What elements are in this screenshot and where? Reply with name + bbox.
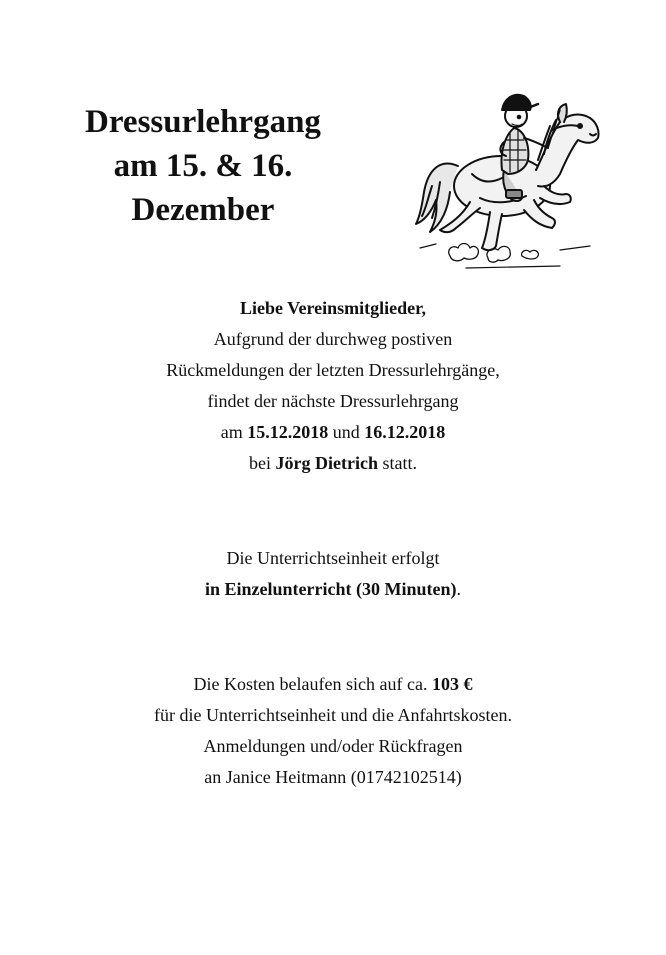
title-line-2: am 15. & 16. bbox=[113, 148, 293, 184]
title-line-3: Dezember bbox=[131, 192, 275, 228]
lesson-format-suffix: . bbox=[456, 579, 461, 599]
intro-section bbox=[0, 293, 666, 479]
costs-prefix: Die Kosten belaufen sich auf ca. bbox=[193, 674, 432, 694]
trainer-name: Jörg Dietrich bbox=[275, 453, 378, 473]
costs-line-1 bbox=[0, 669, 666, 700]
trainer-suffix: statt. bbox=[377, 453, 417, 473]
lesson-format: in Einzelunterricht (30 Minuten) bbox=[205, 579, 457, 599]
contact-line: an Janice Heitmann (01742102514) bbox=[204, 767, 462, 787]
greeting: Liebe Vereinsmitglieder, bbox=[240, 298, 426, 318]
date-2: 16.12.2018 bbox=[364, 422, 446, 442]
trainer-prefix: bei bbox=[249, 453, 276, 473]
lesson-line-1: Die Unterrichtseinheit erfolgt bbox=[226, 548, 440, 568]
title-line-1: Dressurlehrgang bbox=[85, 104, 321, 140]
intro-line-1: Aufgrund der durchweg postiven bbox=[213, 329, 453, 349]
date-1: 15.12.2018 bbox=[247, 422, 329, 442]
date-prefix: am bbox=[220, 422, 248, 442]
date-line bbox=[0, 417, 666, 448]
trainer-line bbox=[0, 448, 666, 479]
intro-line-2: Rückmeldungen der letzten Dressurlehrgänge, bbox=[166, 360, 500, 380]
page-title bbox=[40, 100, 366, 232]
lesson-section bbox=[0, 543, 666, 605]
costs-line-2: für die Unterrichtseinheit und die Anfahrtskosten. bbox=[154, 705, 512, 725]
costs-line-3: Anmeldungen und/oder Rückfragen bbox=[203, 736, 463, 756]
costs-amount: 103 € bbox=[431, 674, 473, 694]
costs-section bbox=[0, 669, 666, 793]
intro-line-3: findet der nächste Dressurlehrgang bbox=[207, 391, 459, 411]
pony-rider-illustration bbox=[410, 74, 610, 274]
date-join: und bbox=[328, 422, 365, 442]
lesson-format-line bbox=[0, 574, 666, 605]
